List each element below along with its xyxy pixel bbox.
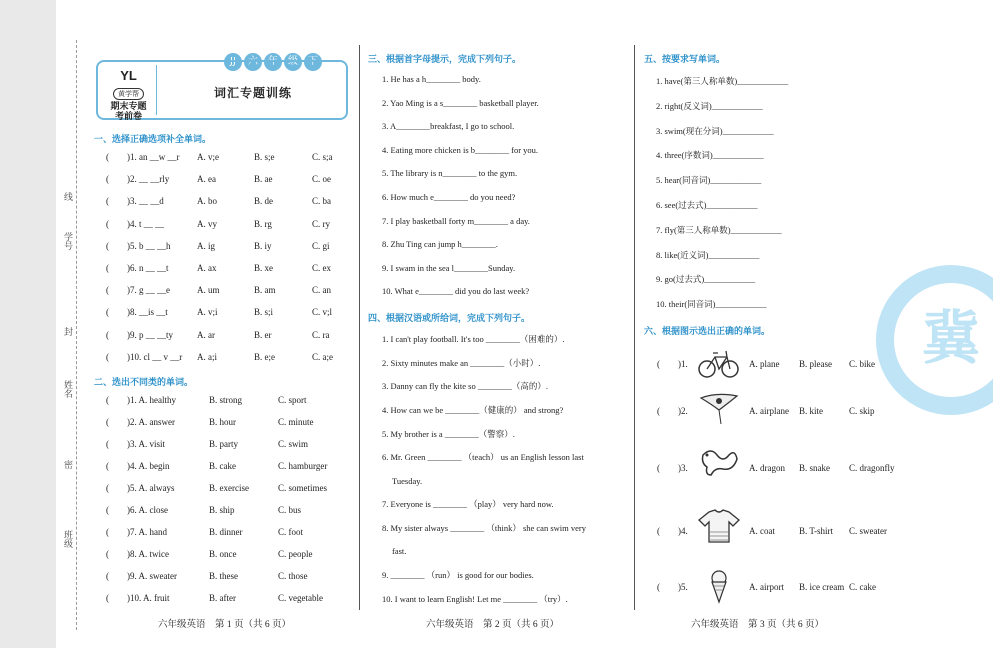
option-text: C. ra	[312, 329, 330, 340]
option-text: ( )3. __ __d	[106, 196, 164, 207]
sentence-item: 5. My brother is a ________（警察）.	[382, 429, 515, 439]
word-item: 6. see(过去式)____________	[656, 200, 758, 210]
sentence-item: 5. The library is n________ to the gym.	[382, 168, 518, 179]
section-title: 五、按要求写单词。	[644, 55, 726, 65]
sentence-item: Tuesday.	[392, 476, 423, 486]
exam-page	[56, 0, 993, 648]
option-text: ( )10. A. fruit	[106, 593, 170, 603]
option-text: C. v;l	[312, 307, 333, 318]
option-text: B. exercise	[209, 483, 249, 493]
option-text: B. cake	[209, 461, 236, 471]
word-item: 2. right(反义词)____________	[656, 100, 763, 111]
word-item: 3. swim(现在分词)____________	[656, 125, 774, 136]
question-row	[92, 547, 354, 561]
question-row	[641, 580, 993, 594]
sentence-item: 2. Yao Ming is a s________ basketball player.	[382, 97, 539, 108]
option-text: C. minute	[278, 417, 314, 427]
grade-banner: JJ 六 年 级 下	[224, 51, 324, 69]
option-text: C. an	[312, 285, 331, 296]
option-text: ( )1. an __w __r	[106, 152, 180, 162]
binding-label: 学号	[63, 232, 73, 250]
option-text: B. party	[209, 439, 238, 449]
sentence-item: 8. My sister always ________ （think） she can swim very	[382, 523, 586, 533]
section-title: 三、根据首字母提示，完成下列句子。	[368, 55, 522, 65]
word-item: 7. fly(第三人称单数)____________	[656, 224, 782, 235]
question-row	[92, 283, 354, 297]
question-row	[641, 357, 993, 371]
question-row	[92, 172, 354, 186]
option-text: C. sport	[278, 395, 307, 405]
page-title: 词汇专题训练	[213, 86, 292, 100]
question-row	[92, 328, 354, 342]
word-item: 10. their(同音词)____________	[656, 299, 767, 310]
question-row	[92, 569, 354, 583]
option-text: ( )4. A. begin	[106, 461, 170, 471]
option-text: C. bike	[849, 359, 875, 369]
option-text: B. hour	[209, 417, 236, 427]
option-text: ( )5.	[657, 582, 688, 592]
binding-margin	[56, 40, 86, 630]
option-text: A. dragon	[749, 463, 785, 473]
section-title: 二、选出不同类的单词。	[94, 378, 194, 388]
word-item: 9. go(过去式)____________	[656, 274, 756, 285]
section-title: 一、选择正确选项补全单词。	[94, 135, 212, 145]
question-row	[641, 404, 993, 418]
option-text: B. rg	[254, 218, 272, 229]
question-row	[92, 305, 354, 319]
dragon-icon	[697, 445, 741, 481]
ice-cream-icon	[697, 568, 741, 604]
option-text: B. iy	[254, 240, 272, 251]
sentence-item: 6. Mr. Green ________ （teach） us an English lesson last	[382, 452, 584, 462]
sentence-item: 8. Zhu Ting can jump h________.	[382, 239, 498, 250]
option-text: B. ae	[254, 174, 273, 185]
sentence-item: 1. I can't play football. It's too ________（困难的）.	[382, 334, 565, 344]
question-row	[92, 459, 354, 473]
watermark-stamp: 冀	[876, 265, 993, 415]
column-page-1	[92, 0, 354, 648]
binding-label: 线	[63, 192, 73, 201]
sentence-item: 9. ________ （run） is good for our bodies.	[382, 570, 534, 580]
question-row	[92, 217, 354, 231]
option-text: ( )2.	[657, 406, 688, 416]
word-item: 5. hear(同音词)____________	[656, 175, 762, 186]
option-text: A. coat	[749, 526, 775, 536]
option-text: C. oe	[312, 174, 331, 185]
option-text: B. please	[799, 359, 832, 369]
option-text: A. ig	[197, 240, 215, 251]
title-box	[96, 60, 348, 120]
option-text: C. ex	[312, 263, 331, 273]
option-text: C. sweater	[849, 526, 887, 536]
option-text: B. s;e	[254, 152, 275, 162]
option-text: ( )4. t __ __	[106, 218, 164, 229]
column-page-3	[641, 0, 993, 648]
question-row	[641, 461, 993, 475]
option-text: C. ry	[312, 218, 330, 229]
option-text: C. people	[278, 549, 313, 559]
sentence-item: 7. I play basketball forty m________ a day.	[382, 215, 530, 226]
option-text: ( )3. A. visit	[106, 439, 166, 449]
option-text: B. xe	[254, 263, 273, 273]
sentence-item: 3. A________breakfast, I go to school.	[382, 121, 515, 132]
option-text: A. vy	[197, 218, 217, 229]
option-text: A. ea	[197, 174, 216, 185]
option-text: C. sometimes	[278, 483, 327, 493]
option-text: C. vegetable	[278, 593, 323, 603]
option-text: ( )8. A. twice	[106, 549, 169, 559]
option-text: C. a;e	[312, 351, 333, 362]
question-row	[92, 393, 354, 407]
option-text: C. swim	[278, 439, 309, 449]
option-text: A. ax	[197, 263, 217, 273]
option-text: ( )7. g __ __e	[106, 285, 170, 296]
page-footer: 六年级英语 第 1 页（共 6 页）	[158, 620, 292, 630]
option-text: B. de	[254, 196, 273, 207]
option-text: ( )9. p __ __ty	[106, 329, 173, 340]
option-text: C. skip	[849, 406, 875, 416]
column-divider	[634, 45, 635, 610]
option-text: ( )9. A. sweater	[106, 571, 177, 581]
option-text: ( )4.	[657, 526, 688, 536]
option-text: A. um	[197, 285, 220, 296]
binding-label: 班级	[63, 530, 73, 548]
option-text: B. snake	[799, 463, 830, 473]
question-row	[92, 350, 354, 364]
option-text: A. v;e	[197, 152, 219, 162]
option-text: B. dinner	[209, 527, 243, 537]
sentence-item: 3. Danny can fly the kite so ________（高的）.	[382, 381, 548, 391]
option-text: A. bo	[197, 196, 217, 207]
sentence-item: 2. Sixty minutes make an ________（小时）.	[382, 358, 541, 368]
question-row	[92, 150, 354, 164]
question-row	[92, 261, 354, 275]
question-row	[92, 503, 354, 517]
sentence-item: 4. Eating more chicken is b________ for you.	[382, 144, 539, 155]
binding-label: 密	[63, 460, 73, 469]
sentence-item: fast.	[392, 546, 407, 556]
question-row	[92, 525, 354, 539]
option-text: C. s;a	[312, 152, 333, 162]
option-text: ( )7. A. hand	[106, 527, 167, 537]
option-text: ( )2. __ __rly	[106, 174, 170, 185]
kite-icon	[697, 390, 741, 426]
option-text: B. ice cream	[799, 582, 845, 592]
option-text: B. s;i	[254, 307, 274, 318]
option-text: C. hamburger	[278, 461, 328, 471]
option-text: A. a;i	[197, 351, 217, 362]
option-text: ( )3.	[657, 463, 688, 473]
sentence-item: 10. What e________ did you do last week?	[382, 286, 530, 297]
word-item: 4. three(序数词)____________	[656, 150, 764, 161]
option-text: C. foot	[278, 527, 304, 537]
option-text: ( )5. b __ __h	[106, 240, 171, 251]
option-text: A. ar	[197, 329, 215, 340]
column-page-2	[364, 0, 628, 648]
question-row	[92, 194, 354, 208]
sentence-item: 7. Everyone is ________ （play） very hard now.	[382, 499, 554, 509]
bicycle-icon	[697, 345, 741, 381]
option-text: C. those	[278, 571, 308, 581]
option-text: ( )6. A. close	[106, 505, 168, 515]
option-text: C. bus	[278, 505, 302, 515]
option-text: ( )1.	[657, 359, 688, 369]
question-row	[92, 481, 354, 495]
option-text: ( )6. n __ __t	[106, 263, 169, 273]
option-text: C. gi	[312, 240, 330, 251]
brand-logo: YL 黄学帮 期末专题 考前卷	[101, 65, 157, 115]
word-item: 1. have(第三人称单数)____________	[656, 76, 789, 86]
option-text: B. once	[209, 549, 237, 559]
option-text: A. v;i	[197, 307, 218, 318]
option-text: B. strong	[209, 395, 243, 405]
question-row	[92, 415, 354, 429]
sentence-item: 10. I want to learn English! Let me ________ （try）.	[382, 594, 568, 604]
column-divider	[359, 45, 360, 610]
option-text: B. these	[209, 571, 238, 581]
option-text: ( )2. A. answer	[106, 417, 175, 427]
option-text: C. ba	[312, 196, 331, 207]
option-text: B. kite	[799, 406, 823, 416]
question-row	[92, 437, 354, 451]
shirt-icon	[697, 508, 741, 544]
page-footer: 六年级英语 第 2 页（共 6 页）	[426, 620, 560, 630]
option-text: A. airplane	[749, 406, 789, 416]
question-row	[641, 524, 993, 538]
question-row	[92, 591, 354, 605]
option-text: C. dragonfly	[849, 463, 895, 473]
option-text: B. am	[254, 285, 276, 296]
sentence-item: 1. He has a h________ body.	[382, 74, 481, 84]
binding-label: 封	[63, 327, 73, 336]
option-text: A. plane	[749, 359, 780, 369]
option-text: ( )5. A. always	[106, 483, 175, 493]
option-text: B. after	[209, 593, 236, 603]
option-text: B. e;e	[254, 351, 275, 362]
sentence-item: 4. How can we be ________（健康的） and strong?	[382, 405, 564, 415]
sentence-item: 6. How much e________ do you need?	[382, 192, 516, 202]
option-text: B. ship	[209, 505, 235, 515]
section-title: 六、根据图示选出正确的单词。	[644, 327, 771, 337]
option-text: C. cake	[849, 582, 876, 592]
binding-label: 姓名	[63, 380, 73, 398]
option-text: B. T-shirt	[799, 526, 834, 536]
page-footer: 六年级英语 第 3 页（共 6 页）	[691, 620, 825, 630]
option-text: ( )1. A. healthy	[106, 395, 176, 405]
section-title: 四、根据汉语或所给词，完成下列句子。	[368, 314, 531, 324]
option-text: ( )10. cl __ v __r	[106, 351, 183, 362]
option-text: B. er	[254, 329, 272, 340]
word-item: 8. like(近义词)____________	[656, 249, 760, 260]
question-row	[92, 239, 354, 253]
sentence-item: 9. I swam in the sea l________Sunday.	[382, 262, 516, 273]
option-text: A. airport	[749, 582, 784, 592]
option-text: ( )8. __is __t	[106, 307, 168, 318]
